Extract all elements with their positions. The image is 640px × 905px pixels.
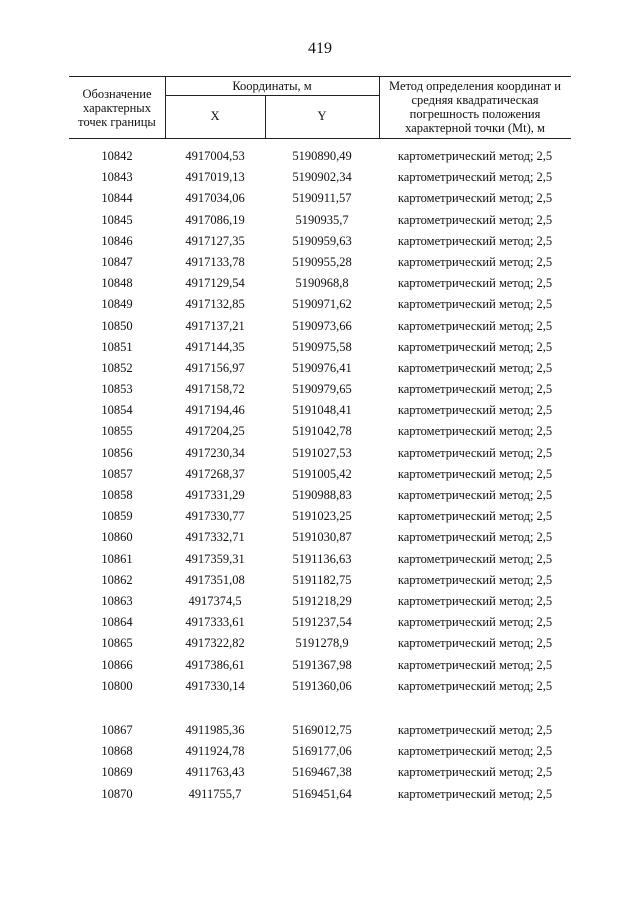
point-cell: 10863	[101, 593, 133, 608]
x-cell: 4917330,77	[185, 509, 245, 524]
method-cell: картометрический метод; 2,5	[397, 297, 553, 312]
y-cell: 5191136,63	[292, 551, 352, 566]
x-cell: 4917137,21	[185, 318, 245, 333]
x-cell: 4911985,36	[185, 723, 245, 737]
point-cell: 10866	[101, 657, 133, 672]
x-cell: 4917359,31	[185, 551, 245, 566]
table-row	[69, 612, 571, 633]
y-cell: 5191360,06	[292, 678, 352, 693]
x-cell: 4917156,97	[185, 360, 245, 375]
method-cell: картометрический метод; 2,5	[397, 466, 553, 481]
method-cell: картометрический метод; 2,5	[397, 657, 553, 672]
header-divider	[379, 77, 380, 138]
table-row	[69, 252, 571, 273]
point-cell: 10858	[101, 488, 133, 502]
x-cell: 4917133,78	[185, 254, 245, 269]
table-row	[69, 188, 571, 209]
y-cell: 5190902,34	[292, 170, 352, 185]
point-cell: 10855	[101, 424, 133, 439]
table-body-group-1	[69, 146, 571, 697]
table-header	[69, 76, 571, 139]
y-cell: 5169012,75	[292, 723, 352, 737]
table-row	[69, 762, 571, 783]
x-cell: 4917132,85	[185, 297, 245, 312]
header-coords-label: Координаты, м	[232, 79, 312, 93]
y-cell: 5190955,28	[292, 254, 352, 269]
point-cell: 10854	[101, 403, 133, 418]
table-body-group-2	[69, 720, 571, 805]
y-cell: 5191027,53	[292, 445, 352, 460]
y-cell: 5190935,7	[295, 212, 349, 227]
y-cell: 5190988,83	[292, 488, 352, 502]
point-cell: 10869	[101, 765, 133, 780]
point-cell: 10850	[101, 318, 133, 333]
table-row	[69, 421, 571, 442]
point-cell: 10844	[101, 191, 133, 206]
x-cell: 4917034,06	[185, 191, 245, 206]
x-cell: 4917158,72	[185, 382, 245, 397]
point-cell: 10845	[101, 212, 133, 227]
x-cell: 4917386,61	[185, 657, 245, 672]
point-cell: 10852	[101, 360, 133, 375]
y-cell: 5191237,54	[292, 615, 352, 630]
point-cell: 10862	[101, 572, 133, 587]
table-row	[69, 784, 571, 805]
point-cell: 10864	[101, 615, 133, 630]
point-cell: 10853	[101, 382, 133, 397]
method-cell: картометрический метод; 2,5	[397, 191, 553, 206]
y-cell: 5191182,75	[292, 572, 352, 587]
table-row	[69, 273, 571, 294]
point-cell: 10843	[101, 170, 133, 185]
method-cell: картометрический метод; 2,5	[397, 445, 553, 460]
table-row	[69, 633, 571, 654]
table-row	[69, 741, 571, 762]
header-divider	[165, 95, 379, 96]
point-cell: 10859	[101, 509, 133, 524]
method-cell: картометрический метод; 2,5	[397, 254, 553, 269]
method-cell: картометрический метод; 2,5	[397, 551, 553, 566]
method-cell: картометрический метод; 2,5	[397, 403, 553, 418]
y-cell: 5191042,78	[292, 424, 352, 439]
table-row	[69, 210, 571, 231]
table-row	[69, 591, 571, 612]
method-cell: картометрический метод; 2,5	[397, 678, 553, 693]
point-cell: 10867	[101, 723, 133, 737]
x-cell: 4917333,61	[185, 615, 245, 630]
y-cell: 5190973,66	[292, 318, 352, 333]
method-cell: картометрический метод; 2,5	[397, 233, 553, 248]
table-row	[69, 167, 571, 188]
method-cell: картометрический метод; 2,5	[397, 572, 553, 587]
page-number: 419	[308, 40, 332, 57]
method-cell: картометрический метод; 2,5	[397, 488, 553, 502]
x-cell: 4917230,34	[185, 445, 245, 460]
y-cell: 5191278,9	[295, 636, 349, 651]
table-row	[69, 570, 571, 591]
point-cell: 10860	[101, 530, 133, 545]
method-cell: картометрический метод; 2,5	[397, 593, 553, 608]
table-row	[69, 146, 571, 167]
x-cell: 4917144,35	[185, 339, 245, 354]
table-row	[69, 379, 571, 400]
x-cell: 4917129,54	[185, 276, 245, 291]
method-cell: картометрический метод; 2,5	[397, 723, 553, 737]
point-cell: 10861	[101, 551, 133, 566]
header-method-label: Метод определения координат и средняя квадратическая погрешность положения характерной точки (Mt), м	[389, 79, 561, 135]
x-cell: 4911924,78	[185, 744, 245, 759]
point-cell: 10846	[101, 233, 133, 248]
x-cell: 4917331,29	[185, 488, 245, 502]
y-cell: 5190968,8	[295, 276, 349, 291]
x-cell: 4917019,13	[185, 170, 245, 185]
x-cell: 4917004,53	[185, 149, 245, 163]
y-cell: 5169177,06	[292, 744, 352, 759]
table-row	[69, 337, 571, 358]
point-cell: 10847	[101, 254, 133, 269]
y-cell: 5191367,98	[292, 657, 352, 672]
method-cell: картометрический метод; 2,5	[397, 382, 553, 397]
x-cell: 4917194,46	[185, 403, 245, 418]
y-cell: 5190976,41	[292, 360, 352, 375]
method-cell: картометрический метод; 2,5	[397, 424, 553, 439]
y-cell: 5190975,58	[292, 339, 352, 354]
y-cell: 5190979,65	[292, 382, 352, 397]
method-cell: картометрический метод; 2,5	[397, 636, 553, 651]
y-cell: 5190911,57	[292, 191, 352, 206]
table-row	[69, 527, 571, 548]
method-cell: картометрический метод; 2,5	[397, 212, 553, 227]
x-cell: 4917268,37	[185, 466, 245, 481]
point-cell: 10857	[101, 466, 133, 481]
method-cell: картометрический метод; 2,5	[397, 318, 553, 333]
method-cell: картометрический метод; 2,5	[397, 276, 553, 291]
point-cell: 10870	[101, 786, 133, 801]
x-cell: 4911755,7	[188, 786, 242, 801]
method-cell: картометрический метод; 2,5	[397, 170, 553, 185]
table-row	[69, 464, 571, 485]
point-cell: 10865	[101, 636, 133, 651]
method-cell: картометрический метод; 2,5	[397, 744, 553, 759]
method-cell: картометрический метод; 2,5	[397, 509, 553, 524]
point-cell: 10849	[101, 297, 133, 312]
point-cell: 10800	[101, 678, 133, 693]
header-point-label: Обозначение характерных точек границы	[78, 87, 156, 129]
x-cell: 4917322,82	[185, 636, 245, 651]
y-cell: 5191048,41	[292, 403, 352, 418]
table-row	[69, 231, 571, 252]
y-cell: 5169451,64	[292, 786, 352, 801]
method-cell: картометрический метод; 2,5	[397, 360, 553, 375]
y-cell: 5190971,62	[292, 297, 352, 312]
y-cell: 5191023,25	[292, 509, 352, 524]
table-row	[69, 316, 571, 337]
method-cell: картометрический метод; 2,5	[397, 149, 553, 163]
point-cell: 10848	[101, 276, 133, 291]
table-row	[69, 358, 571, 379]
point-cell: 10868	[101, 744, 133, 759]
x-cell: 4917204,25	[185, 424, 245, 439]
y-cell: 5191030,87	[292, 530, 352, 545]
method-cell: картометрический метод; 2,5	[397, 765, 553, 780]
table-row	[69, 506, 571, 527]
x-cell: 4911763,43	[185, 765, 245, 780]
x-cell: 4917332,71	[185, 530, 245, 545]
method-cell: картометрический метод; 2,5	[397, 786, 553, 801]
table-row	[69, 294, 571, 315]
x-cell: 4917086,19	[185, 212, 245, 227]
method-cell: картометрический метод; 2,5	[397, 339, 553, 354]
point-cell: 10842	[101, 149, 133, 163]
y-cell: 5190890,49	[292, 149, 352, 163]
header-y-label: Y	[317, 109, 327, 123]
point-cell: 10851	[101, 339, 133, 354]
y-cell: 5191218,29	[292, 593, 352, 608]
y-cell: 5190959,63	[292, 233, 352, 248]
table-row	[69, 400, 571, 421]
y-cell: 5169467,38	[292, 765, 352, 780]
x-cell: 4917374,5	[188, 593, 242, 608]
table-row	[69, 549, 571, 570]
y-cell: 5191005,42	[292, 466, 352, 481]
point-cell: 10856	[101, 445, 133, 460]
table-row	[69, 676, 571, 697]
method-cell: картометрический метод; 2,5	[397, 530, 553, 545]
method-cell: картометрический метод; 2,5	[397, 615, 553, 630]
x-cell: 4917330,14	[185, 678, 245, 693]
header-x-label: X	[210, 109, 220, 123]
table-row	[69, 485, 571, 506]
table-row	[69, 655, 571, 676]
x-cell: 4917351,08	[185, 572, 245, 587]
table-row	[69, 720, 571, 741]
x-cell: 4917127,35	[185, 233, 245, 248]
table-row	[69, 443, 571, 464]
